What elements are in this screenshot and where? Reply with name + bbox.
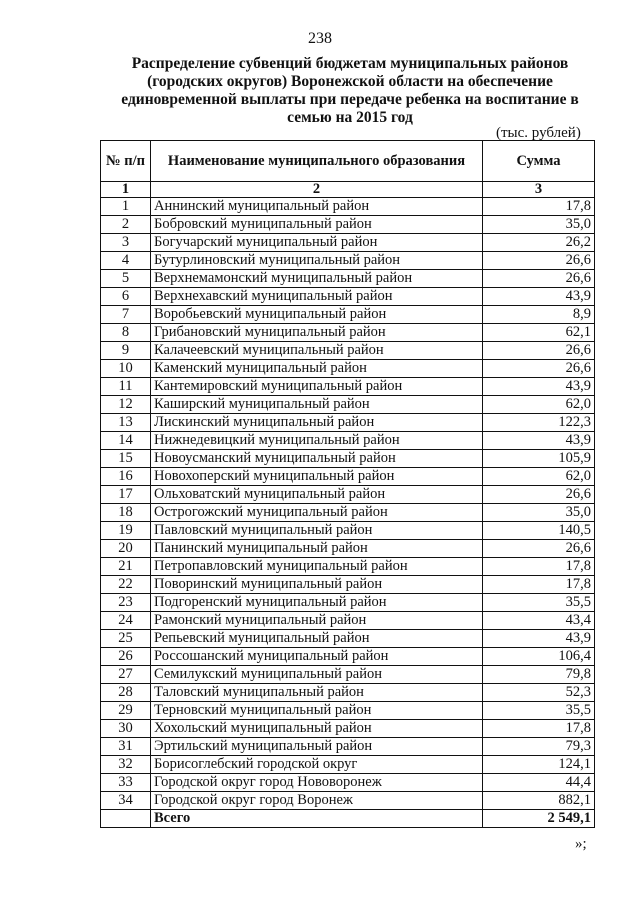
row-number: 30	[101, 720, 151, 738]
row-sum: 140,5	[483, 522, 595, 540]
row-sum: 17,8	[483, 198, 595, 216]
row-name: Аннинский муниципальный район	[151, 198, 483, 216]
row-sum: 43,9	[483, 432, 595, 450]
table-row	[101, 666, 595, 684]
table-row	[101, 630, 595, 648]
row-name: Каширский муниципальный район	[151, 396, 483, 414]
row-sum: 35,0	[483, 504, 595, 522]
table-row	[101, 468, 595, 486]
table-row	[101, 432, 595, 450]
table-row	[101, 594, 595, 612]
table-row	[101, 450, 595, 468]
row-sum: 26,6	[483, 360, 595, 378]
row-sum: 17,8	[483, 576, 595, 594]
table-row	[101, 360, 595, 378]
table-row	[101, 270, 595, 288]
row-sum: 8,9	[483, 306, 595, 324]
row-name: Нижнедевицкий муниципальный район	[151, 432, 483, 450]
row-name: Калачеевский муниципальный район	[151, 342, 483, 360]
row-number: 22	[101, 576, 151, 594]
row-name: Ольховатский муниципальный район	[151, 486, 483, 504]
table-row	[101, 504, 595, 522]
row-sum: 35,5	[483, 594, 595, 612]
table-row	[101, 234, 595, 252]
row-name: Верхнехавский муниципальный район	[151, 288, 483, 306]
table-row	[101, 522, 595, 540]
table-header-row	[101, 141, 595, 182]
row-number: 9	[101, 342, 151, 360]
row-name: Семилукский муниципальный район	[151, 666, 483, 684]
row-number: 5	[101, 270, 151, 288]
table-row	[101, 396, 595, 414]
row-number: 33	[101, 774, 151, 792]
page-number: 238	[308, 30, 332, 47]
row-sum: 62,0	[483, 396, 595, 414]
table-row	[101, 288, 595, 306]
row-name: Борисоглебский городской округ	[151, 756, 483, 774]
header-name: Наименование муниципального образования	[151, 141, 483, 182]
row-name: Панинский муниципальный район	[151, 540, 483, 558]
table-row	[101, 486, 595, 504]
row-name: Эртильский муниципальный район	[151, 738, 483, 756]
row-name: Поворинский муниципальный район	[151, 576, 483, 594]
row-sum: 43,9	[483, 378, 595, 396]
row-number: 28	[101, 684, 151, 702]
row-name: Бутурлиновский муниципальный район	[151, 252, 483, 270]
row-number: 11	[101, 378, 151, 396]
row-name: Репьевский муниципальный район	[151, 630, 483, 648]
row-sum: 26,2	[483, 234, 595, 252]
total-label: Всего	[151, 810, 483, 828]
row-number: 24	[101, 612, 151, 630]
row-name: Таловский муниципальный район	[151, 684, 483, 702]
total-sum: 2 549,1	[483, 810, 595, 828]
row-name: Рамонский муниципальный район	[151, 612, 483, 630]
row-number: 1	[101, 198, 151, 216]
row-name: Терновский муниципальный район	[151, 702, 483, 720]
row-name: Каменский муниципальный район	[151, 360, 483, 378]
row-number: 25	[101, 630, 151, 648]
row-sum: 26,6	[483, 486, 595, 504]
row-sum: 26,6	[483, 252, 595, 270]
row-number: 13	[101, 414, 151, 432]
distribution-table	[100, 140, 595, 828]
row-sum: 882,1	[483, 792, 595, 810]
row-number: 15	[101, 450, 151, 468]
row-name: Хохольский муниципальный район	[151, 720, 483, 738]
column-number: 2	[151, 182, 483, 198]
row-number: 7	[101, 306, 151, 324]
row-number: 2	[101, 216, 151, 234]
row-number: 6	[101, 288, 151, 306]
column-number: 1	[101, 182, 151, 198]
total-row	[101, 810, 595, 828]
row-name: Петропавловский муниципальный район	[151, 558, 483, 576]
table-row	[101, 558, 595, 576]
row-number: 19	[101, 522, 151, 540]
row-name: Богучарский муниципальный район	[151, 234, 483, 252]
row-sum: 26,6	[483, 342, 595, 360]
table-row	[101, 756, 595, 774]
table-row	[101, 306, 595, 324]
row-sum: 122,3	[483, 414, 595, 432]
table-row	[101, 648, 595, 666]
row-number: 17	[101, 486, 151, 504]
table-row	[101, 774, 595, 792]
row-sum: 43,4	[483, 612, 595, 630]
row-name: Новохоперский муниципальный район	[151, 468, 483, 486]
row-name: Верхнемамонский муниципальный район	[151, 270, 483, 288]
row-number: 27	[101, 666, 151, 684]
table-row	[101, 324, 595, 342]
table-row	[101, 414, 595, 432]
row-number: 31	[101, 738, 151, 756]
table-row	[101, 612, 595, 630]
table-row	[101, 738, 595, 756]
row-name: Городской округ город Нововоронеж	[151, 774, 483, 792]
row-name: Лискинский муниципальный район	[151, 414, 483, 432]
row-sum: 79,3	[483, 738, 595, 756]
total-number-cell	[101, 810, 151, 828]
row-number: 8	[101, 324, 151, 342]
table-row	[101, 198, 595, 216]
row-number: 18	[101, 504, 151, 522]
row-sum: 52,3	[483, 684, 595, 702]
row-name: Воробьевский муниципальный район	[151, 306, 483, 324]
row-name: Россошанский муниципальный район	[151, 648, 483, 666]
row-number: 20	[101, 540, 151, 558]
row-number: 26	[101, 648, 151, 666]
row-number: 29	[101, 702, 151, 720]
row-sum: 17,8	[483, 720, 595, 738]
row-number: 14	[101, 432, 151, 450]
row-sum: 62,0	[483, 468, 595, 486]
table-row	[101, 216, 595, 234]
header-sum: Сумма	[483, 141, 595, 182]
row-sum: 17,8	[483, 558, 595, 576]
row-number: 4	[101, 252, 151, 270]
row-sum: 124,1	[483, 756, 595, 774]
closing-quote-mark: »;	[575, 836, 587, 852]
row-name: Кантемировский муниципальный район	[151, 378, 483, 396]
row-name: Павловский муниципальный район	[151, 522, 483, 540]
table-row	[101, 792, 595, 810]
row-sum: 43,9	[483, 288, 595, 306]
table-row	[101, 540, 595, 558]
row-number: 23	[101, 594, 151, 612]
row-sum: 44,4	[483, 774, 595, 792]
table-row	[101, 252, 595, 270]
table-row	[101, 684, 595, 702]
table-row	[101, 720, 595, 738]
row-sum: 35,0	[483, 216, 595, 234]
row-name: Бобровский муниципальный район	[151, 216, 483, 234]
row-sum: 106,4	[483, 648, 595, 666]
units-label: (тыс. рублей)	[496, 125, 581, 141]
table-row	[101, 342, 595, 360]
row-name: Грибановский муниципальный район	[151, 324, 483, 342]
column-number: 3	[483, 182, 595, 198]
row-sum: 79,8	[483, 666, 595, 684]
header-number: № п/п	[101, 141, 151, 182]
column-number-row	[101, 182, 595, 198]
document-title: Распределение субвенций бюджетам муниципальных районов (городских округов) Воронежской области на обеспечение единовременной выплаты при передаче ребенка на воспитание в семью на 2015 год	[121, 55, 579, 126]
row-name: Подгоренский муниципальный район	[151, 594, 483, 612]
row-number: 3	[101, 234, 151, 252]
table-row	[101, 576, 595, 594]
row-number: 10	[101, 360, 151, 378]
row-sum: 43,9	[483, 630, 595, 648]
row-sum: 62,1	[483, 324, 595, 342]
table-row	[101, 702, 595, 720]
row-number: 34	[101, 792, 151, 810]
row-name: Новоусманский муниципальный район	[151, 450, 483, 468]
row-sum: 105,9	[483, 450, 595, 468]
row-number: 32	[101, 756, 151, 774]
row-sum: 35,5	[483, 702, 595, 720]
row-number: 21	[101, 558, 151, 576]
row-number: 12	[101, 396, 151, 414]
row-number: 16	[101, 468, 151, 486]
row-sum: 26,6	[483, 540, 595, 558]
row-name: Городской округ город Воронеж	[151, 792, 483, 810]
table-row	[101, 378, 595, 396]
row-name: Острогожский муниципальный район	[151, 504, 483, 522]
row-sum: 26,6	[483, 270, 595, 288]
